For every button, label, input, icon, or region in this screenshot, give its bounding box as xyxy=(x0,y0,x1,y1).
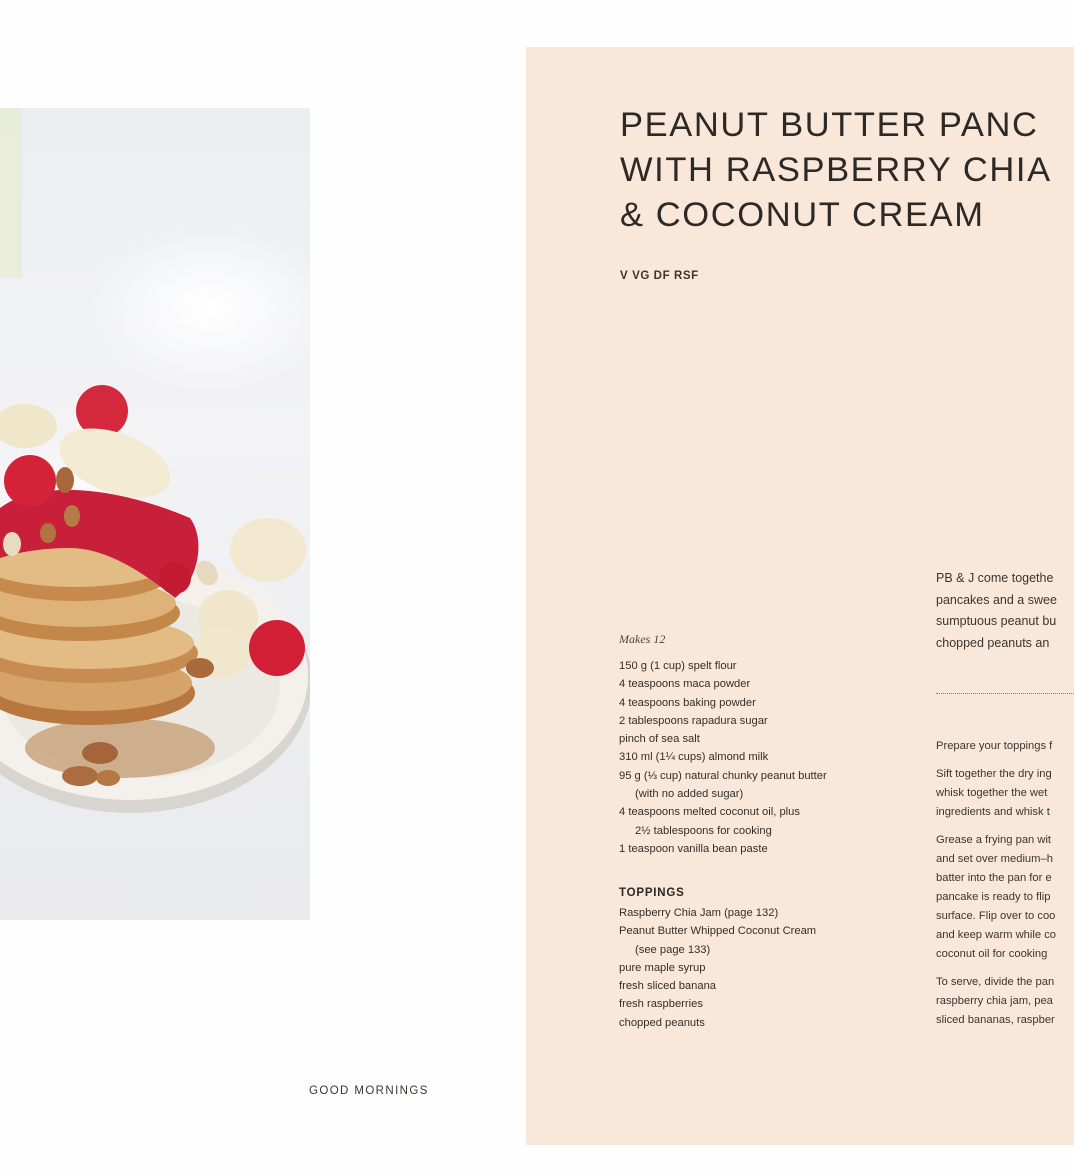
method-step xyxy=(936,973,1074,1030)
ingredient-item: 4 teaspoons melted coconut oil, plus xyxy=(619,806,800,819)
topping-item: fresh raspberries xyxy=(619,998,703,1011)
ingredient-item: 95 g (⅓ cup) natural chunky peanut butter xyxy=(619,769,827,782)
ingredient-item: 1 teaspoon vanilla bean paste xyxy=(619,842,768,855)
topping-item: pure maple syrup xyxy=(619,961,706,974)
method-line: ingredients and whisk t xyxy=(936,806,1050,818)
ingredient-item: 4 teaspoons baking powder xyxy=(619,696,756,709)
method-line: surface. Flip over to coo xyxy=(936,910,1056,922)
method-line: and keep warm while co xyxy=(936,929,1057,941)
method-line: pancake is ready to flip xyxy=(936,891,1051,903)
method-line: Grease a frying pan wit xyxy=(936,834,1052,846)
recipe-intro xyxy=(936,568,1074,655)
ingredient-item: 310 ml (1¼ cups) almond milk xyxy=(619,751,769,764)
ingredient-item-continuation: 2½ tablespoons for cooking xyxy=(635,824,772,837)
dietary-tags: V VG DF RSF xyxy=(620,270,699,282)
method-line: batter into the pan for e xyxy=(936,872,1052,884)
dotted-divider xyxy=(936,693,1074,694)
ingredient-item: 4 teaspoons maca powder xyxy=(619,678,751,691)
method-line: To serve, divide the pan xyxy=(936,976,1055,988)
topping-item: Raspberry Chia Jam (page 132) xyxy=(619,907,779,919)
intro-line: chopped peanuts an xyxy=(936,636,1050,651)
title-line: WITH RASPBERRY CHIA xyxy=(620,151,1052,189)
method-line: sliced bananas, raspber xyxy=(936,1014,1055,1026)
method-line: raspberry chia jam, pea xyxy=(936,995,1053,1007)
title-line: PEANUT BUTTER PANC xyxy=(620,106,1039,144)
recipe-page xyxy=(526,47,1074,1145)
pancake-photo xyxy=(0,108,310,920)
method-line: Sift together the dry ing xyxy=(936,768,1052,780)
ingredient-item-continuation: (with no added sugar) xyxy=(635,788,744,801)
ingredient-item: pinch of sea salt xyxy=(619,733,700,746)
method-step xyxy=(936,831,1074,964)
yield: Makes 12 xyxy=(619,632,666,646)
ingredient-item: 2 tablespoons rapadura sugar xyxy=(619,714,768,727)
intro-line: pancakes and a swee xyxy=(936,592,1057,607)
topping-item: chopped peanuts xyxy=(619,1016,705,1029)
recipe-title xyxy=(620,103,1074,238)
method-line: coconut oil for cooking xyxy=(936,948,1048,960)
method-step xyxy=(936,765,1074,822)
intro-line: PB & J come togethe xyxy=(936,571,1054,585)
method-step xyxy=(936,737,1074,756)
toppings-heading: TOPPINGS xyxy=(619,887,685,899)
title-line: & COCONUT CREAM xyxy=(620,196,985,234)
ingredients-list xyxy=(619,657,899,858)
intro-line: sumptuous peanut bu xyxy=(936,614,1057,629)
topping-item: fresh sliced banana xyxy=(619,980,717,993)
method-steps xyxy=(936,737,1074,1039)
method-line: Prepare your toppings f xyxy=(936,740,1053,752)
section-footer: GOOD MORNINGS xyxy=(309,1085,429,1097)
method-line: and set over medium–h xyxy=(936,853,1053,865)
method-line: whisk together the wet xyxy=(936,787,1048,799)
toppings-list xyxy=(619,904,899,1032)
ingredient-item: 150 g (1 cup) spelt flour xyxy=(619,660,737,672)
topping-item: Peanut Butter Whipped Coconut Cream xyxy=(619,925,817,938)
pancake-stack-illustration xyxy=(0,108,310,920)
topping-item-continuation: (see page 133) xyxy=(635,943,711,956)
